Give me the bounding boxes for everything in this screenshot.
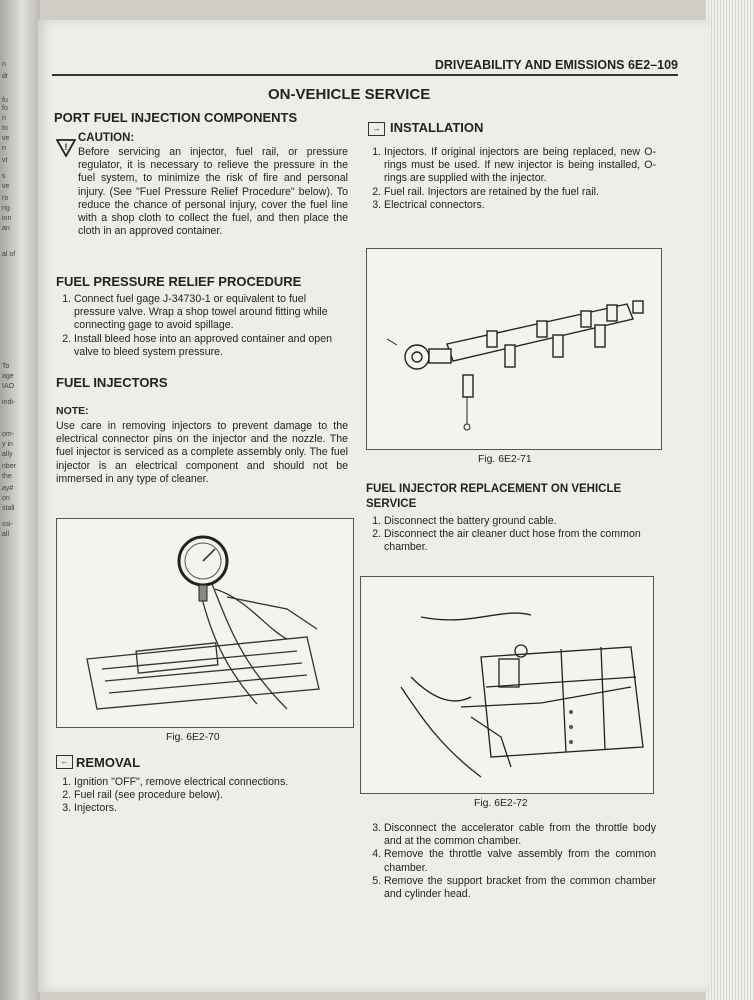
spine-fragment: IAO (2, 383, 15, 390)
replacement-heading: FUEL INJECTOR REPLACEMENT ON VEHICLE SERVICE (366, 483, 622, 510)
relief-steps (56, 293, 348, 359)
installation-steps (366, 146, 656, 212)
page-stack-edge (706, 0, 754, 1000)
relief-step-1: 1. Connect fuel gage J-34730-1 or equivalent to fuel pressure valve. Wrap a shop towel around fitting while connecting gage to avoid spillage. (74, 293, 348, 333)
relief-step-2: 2. Install bleed hose into an approved container and open valve to bleed system pressure. (74, 333, 348, 359)
relief-heading: FUEL PRESSURE RELIEF PROCEDURE (56, 274, 302, 289)
spine-fragment: To (2, 363, 10, 370)
installation-step-2: 2. Fuel rail. Injectors are retained by the fuel rail. (384, 186, 656, 199)
fuel-gage-illustration (57, 519, 353, 727)
spine-fragment: ve (2, 183, 10, 190)
caution-text: Before servicing an injector, fuel rail, or pressure regulator, it is necessary to relieve the pressure in the fuel system, to minimize the risk of fire and personal injury. (See "Fuel Pressure Relief Procedure" below). To reduce the chance of personal injury, cover the fuel line with a shop cloth to collect the fuel, and then place the cloth in an approved container. (78, 146, 348, 238)
installation-icon: → (368, 122, 385, 136)
spine-fragment: n (2, 145, 6, 152)
installation-heading: INSTALLATION (390, 120, 484, 135)
replacement-a-step-1: 1. Disconnect the battery ground cable. (384, 515, 656, 528)
removal-icon: ← (56, 755, 73, 769)
spine-fragment: ally (2, 451, 13, 458)
removal-steps (56, 776, 348, 816)
spine-fragment: s (2, 173, 6, 180)
spine-fragment: dr (2, 73, 9, 80)
replacement-a-step-2: 2. Disconnect the air cleaner duct hose from the common chamber. (384, 528, 656, 554)
spine-fragment: y in (2, 441, 13, 448)
removal-step-3: 3. Injectors. (74, 802, 348, 815)
fig71-caption: Fig. 6E2-71 (478, 454, 532, 465)
figure-fuel-rail (366, 248, 662, 450)
spine-fragment: stall (2, 505, 15, 512)
note-label: NOTE: (56, 405, 89, 417)
spine-fragment: fo (2, 105, 8, 112)
spine-fragment: ro (2, 195, 9, 202)
spine-fragment: ay# (2, 485, 14, 492)
throttle-body-illustration (361, 577, 653, 793)
fig70-caption: Fig. 6E2-70 (166, 732, 220, 743)
spine-fragment: nber (2, 463, 17, 470)
installation-step-1: 1. Injectors. If original injectors are being replaced, new O-rings must be used. If new injector is being installed, O-rings are supplied with the injector. (384, 146, 656, 186)
spine-fragment: indi- (2, 399, 16, 406)
spine-fragment: on (2, 495, 10, 502)
port-fuel-heading: PORT FUEL INJECTION COMPONENTS (54, 110, 298, 125)
spine-fragment: fu (2, 97, 8, 104)
removal-step-1: 1. Ignition "OFF", remove electrical connections. (74, 776, 348, 789)
spine-fragment: all (2, 531, 10, 538)
spine-fragment: ve (2, 135, 10, 142)
running-head-text: DRIVEABILITY AND EMISSIONS 6E2–109 (434, 58, 678, 72)
replacement-b-step-2: 4. Remove the throttle valve assembly from the common chamber. (384, 848, 656, 874)
figure-fuel-gage (56, 518, 354, 728)
spine-fragment: ri (2, 115, 6, 122)
removal-heading: REMOVAL (76, 755, 141, 770)
running-head (52, 58, 678, 76)
fuel-rail-illustration (367, 249, 661, 449)
note-text: Use care in removing injectors to prevent damage to the electrical connector pins on the injector and the nozzle. The fuel injector is serviced as a complete assembly only. The fuel injector is an electrical component and should not be immersed in any type of cleaner. (56, 420, 348, 485)
section-title: ON-VEHICLE SERVICE (268, 86, 431, 103)
svg-text:!: ! (64, 142, 68, 152)
fuel-injectors-heading: FUEL INJECTORS (56, 375, 168, 390)
removal-step-2: 2. Fuel rail (see procedure below). (74, 789, 348, 802)
replacement-b-step-1: 3. Disconnect the accelerator cable from the throttle body and at the common chamber. (384, 822, 656, 848)
spine-fragment: to (2, 125, 8, 132)
spine-fragment: an (2, 225, 10, 232)
figure-throttle-body (360, 576, 654, 794)
spine-fragment: vt (2, 157, 8, 164)
spine-fragment: ssi- (2, 521, 13, 528)
spine-fragment: rig (2, 205, 10, 212)
caution-label: CAUTION: (78, 132, 135, 144)
manual-page (38, 20, 710, 992)
spine-fragment: the (2, 473, 12, 480)
caution-triangle-icon (56, 139, 76, 157)
spine-fragment: al of (2, 251, 16, 258)
replacement-b-step-3: 5. Remove the support bracket from the common chamber and cylinder head. (384, 875, 656, 901)
spine-fragment: om- (2, 431, 15, 438)
replacement-steps-b (366, 822, 656, 901)
spine-fragment: ion (2, 215, 12, 222)
installation-step-3: 3. Electrical connectors. (384, 199, 656, 212)
replacement-steps-a (366, 515, 656, 555)
fig72-caption: Fig. 6E2-72 (474, 798, 528, 809)
spine-fragment: n (2, 61, 6, 68)
spine-fragment: age (2, 373, 14, 380)
